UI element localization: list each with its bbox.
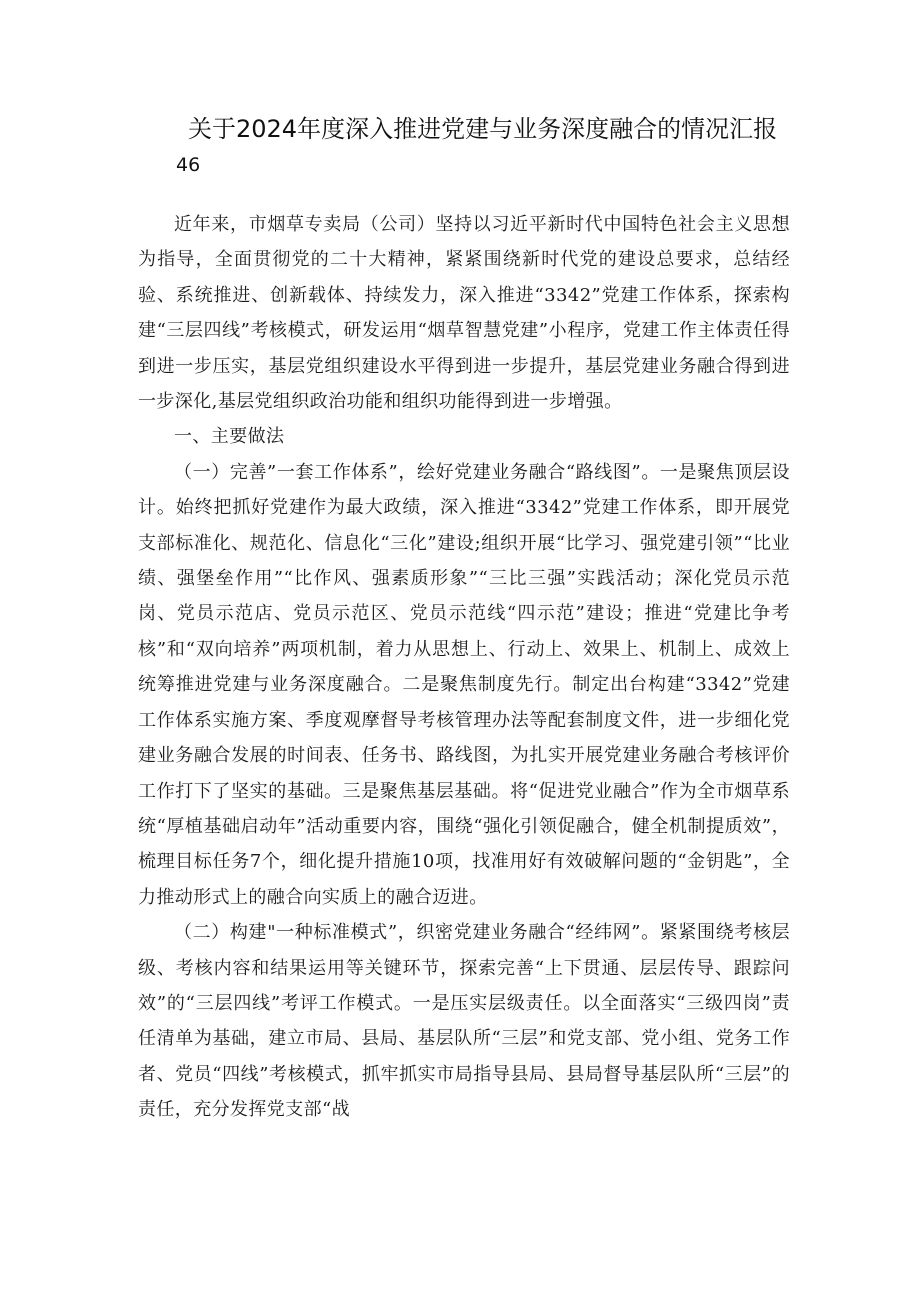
subsection-two-paragraph: （二）构建"一种标准模式”，织密党建业务融合“经纬网”。紧紧围绕考核层级、考核内容和结果运用等关键环节，探索完善“上下贯通、层层传导、跟踪问效”的“三层四线”考评工作模式。一是压实层级责任。以全面落实“三级四岗”责任清单为基础，建立市局、县局、基层队所“三层”和党支部、党小组、党务工作者、党员“四线”考核模式，抓牢抓实市局指导县局、县局督导基层队所“三层”的责任，充分发挥党支部“战 bbox=[138, 922, 790, 1121]
document-body bbox=[138, 207, 790, 1128]
intro-paragraph: 近年来，市烟草专卖局（公司）坚持以习近平新时代中国特色社会主义思想为指导，全面贯彻党的二十大精神，紧紧围绕新时代党的建设总要求，总结经验、系统推进、创新载体、持续发力，深入推进“3342”党建工作体系，探索构建“三层四线”考核模式，研发运用“烟草智慧党建”小程序，党建工作主体责任得到进一步压实，基层党组织建设水平得到进一步提升，基层党建业务融合得到进一步深化,基层党组织政治功能和组织功能得到进一步增强。 bbox=[138, 214, 790, 413]
subsection-one-paragraph: （一）完善”一套工作体系”，绘好党建业务融合“路线图”。一是聚焦顶层设计。始终把抓好党建作为最大政绩，深入推进“3342”党建工作体系，即开展党支部标准化、规范化、信息化“三化”建设;组织开展“比学习、强党建引领”“比业绩、强堡垒作用”“比作风、强素质形象”“三比三强”实践活动；深化党员示范岗、党员示范店、党员示范区、党员示范线“四示范”建设；推进“党建比争考核”和“双向培养”两项机制，着力从思想上、行动上、效果上、机制上、成效上统筹推进党建与业务深度融合。二是聚焦制度先行。制定出台构建“3342”党建工作体系实施方案、季度观摩督导考核管理办法等配套制度文件，进一步细化党建业务融合发展的时间表、任务书、路线图，为扎实开展党建业务融合考核评价工作打下了坚实的基础。三是聚焦基层基础。将“促进党业融合”作为全市烟草系统“厚植基础启动年”活动重要内容，围绕“强化引领促融合，健全机制提质效”，梳理目标任务7个，细化提升措施10项，找准用好有效破解问题的“金钥匙”，全力推动形式上的融合向实质上的融合迈进。 bbox=[138, 461, 790, 908]
document-title-suffix: 46 bbox=[176, 154, 201, 176]
section-heading-main-practices: 一、主要做法 bbox=[174, 426, 285, 448]
document-title: 关于2024年度深入推进党建与业务深度融合的情况汇报 bbox=[188, 115, 778, 143]
